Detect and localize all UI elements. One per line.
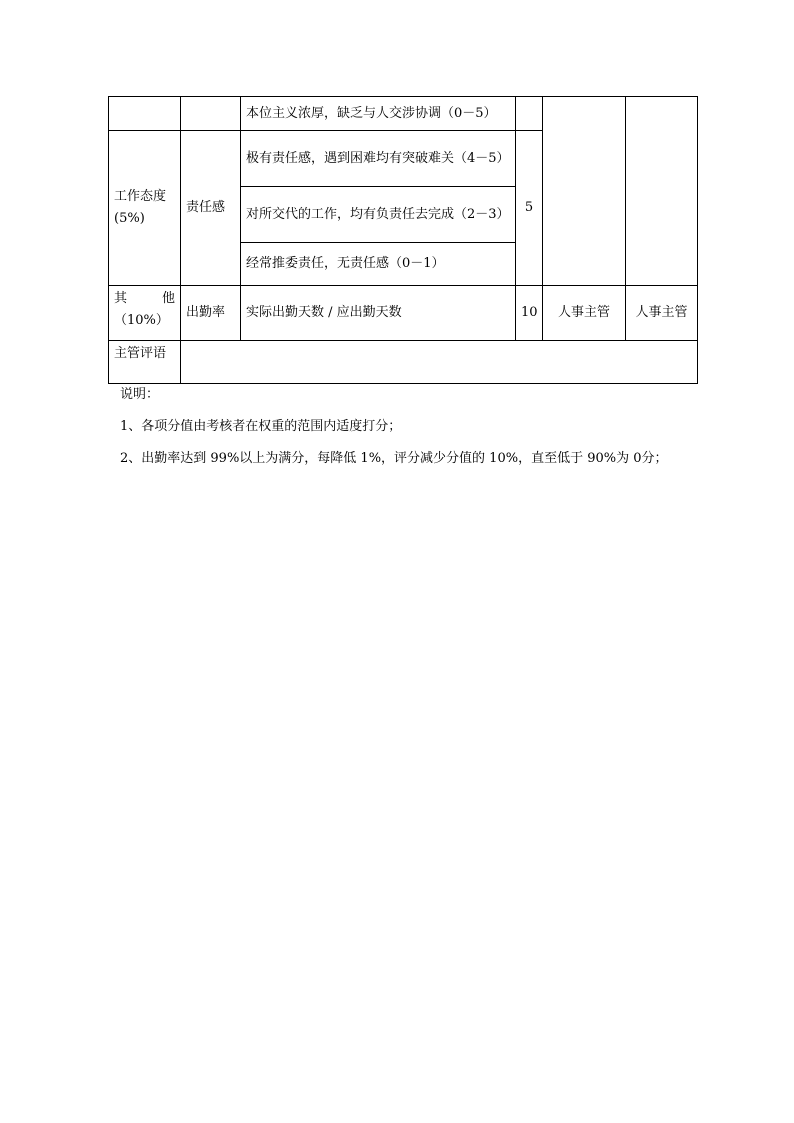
notes-title: 说明：	[120, 387, 160, 402]
criterion-cell: 实际出勤天数 / 应出勤天数	[241, 286, 516, 341]
note-item: 1、各项分值由考核者在权重的范围内适度打分；	[120, 419, 402, 434]
category-label: 其 他	[114, 291, 175, 306]
item-cell: 出勤率	[181, 286, 241, 341]
score-cell	[516, 97, 543, 131]
item-cell	[181, 97, 241, 131]
criterion-cell: 本位主义浓厚，缺乏与人交涉协调（0－5）	[241, 97, 516, 131]
score-cell: 5	[516, 131, 543, 286]
table-row	[109, 286, 698, 341]
category-weight: (5%)	[114, 211, 145, 226]
comments-label-cell: 主管评语	[109, 341, 181, 384]
score-cell: 10	[516, 286, 543, 341]
criterion-cell: 极有责任感，遇到困难均有突破难关（4－5）	[241, 131, 516, 187]
evaluator-cell	[626, 97, 698, 286]
category-label: 工作态度	[114, 189, 167, 204]
table-row	[109, 341, 698, 384]
notes-section	[120, 386, 668, 468]
category-weight: （10%）	[114, 313, 169, 328]
evaluator-cell: 人事主管	[626, 286, 698, 341]
table-row	[109, 97, 698, 131]
evaluation-table	[108, 96, 698, 384]
evaluator-cell	[543, 97, 626, 286]
comments-value-cell	[181, 341, 698, 384]
category-cell	[109, 97, 181, 131]
category-cell	[109, 131, 181, 286]
note-item: 2、出勤率达到 99%以上为满分，每降低 1%，评分减少分值的 10%，直至低于 90%为 0分；	[120, 451, 668, 466]
evaluator-cell: 人事主管	[543, 286, 626, 341]
criterion-cell: 对所交代的工作，均有负责任去完成（2－3）	[241, 187, 516, 243]
criterion-cell: 经常推委责任，无责任感（0－1）	[241, 243, 516, 286]
item-cell: 责任感	[181, 131, 241, 286]
category-cell	[109, 286, 181, 341]
